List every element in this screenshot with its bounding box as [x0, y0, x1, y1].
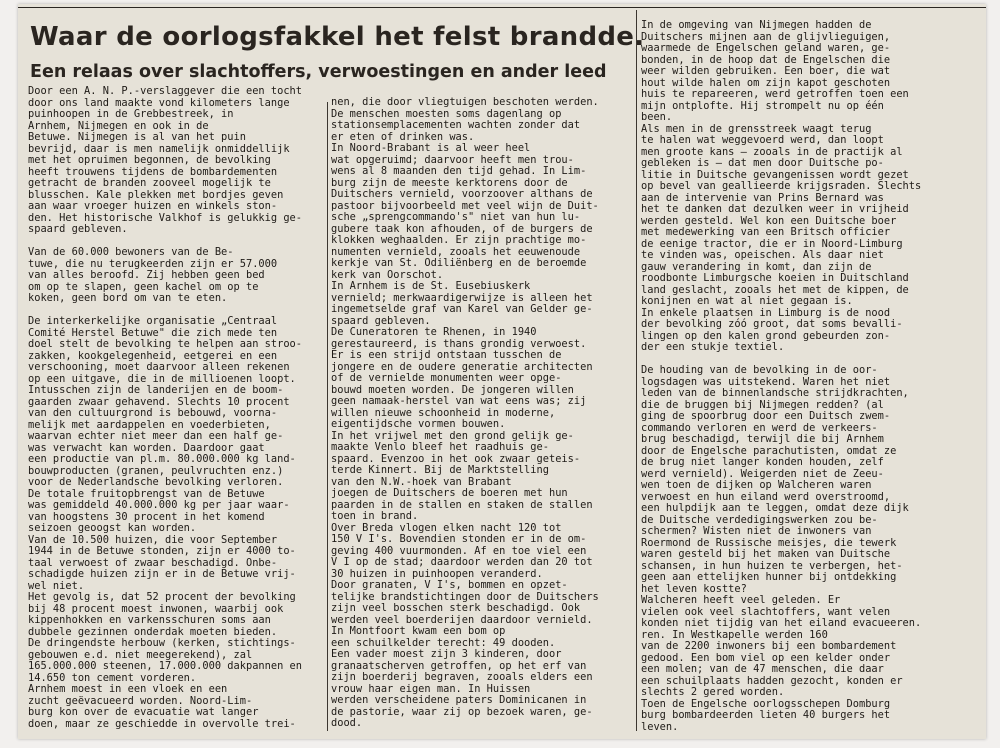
- text-line: 30 huizen in puinhoopen veranderd.: [331, 567, 543, 580]
- text-line: schadigde huizen zijn er in de Betuwe vrij-: [28, 568, 296, 580]
- text-line: der een stukje textiel.: [641, 341, 785, 353]
- text-line: brug beschadigd, terwijl die bij Arnhem: [641, 433, 884, 445]
- text-line: De interkerkelijke organisatie „Centraal: [28, 315, 278, 327]
- text-line: dubbele gezinnen onderdak moeten bieden.: [28, 625, 278, 638]
- text-line: zijn veel bosschen sterk beschadigd. Ook: [331, 602, 581, 614]
- article-column-1: [28, 4, 326, 739]
- text-line: Toen de Engelsche oorlogsschepen Domburg: [641, 697, 891, 710]
- text-line: burg bombardeerden lieten 40 burgers het: [641, 709, 891, 721]
- text-line: vernield; merkwaardigerwijze is alleen het: [331, 291, 593, 304]
- text-line: Duitschers mijnen aan de glijvlieguigen,: [641, 30, 891, 43]
- text-line: De totale fruitopbrengst van de Betuwe: [28, 487, 265, 500]
- text-line: voor de Nederlandsche bevolking verloren.: [28, 476, 284, 488]
- text-line: aan waar vroeger huizen en winkels ston-: [28, 200, 278, 212]
- text-line: willen nieuwe schoonheid in moderne,: [331, 406, 556, 419]
- text-line: Duitschers vernield, voorzoover althans de: [331, 188, 593, 200]
- text-line: op een uitgave, die in de millioenen loopt.: [28, 372, 296, 385]
- text-line: er eten of drinken was.: [331, 130, 475, 143]
- text-line: wel niet.: [28, 579, 85, 592]
- text-line: De dringendste herbouw (kerken, stichtings-: [28, 637, 296, 649]
- text-line: In Montfoort kwam een bom op: [331, 625, 506, 637]
- text-line: zucht geëvacueerd worden. Noord-Lim-: [28, 694, 253, 707]
- text-line: werd vernield). Weigerden niet de Zeeu-: [641, 467, 884, 480]
- text-line: burg zijn de meeste kerktorens door de: [331, 176, 568, 189]
- text-line: huis te repareeren, werd getroffen toen een: [641, 88, 909, 100]
- text-line: burg kon over de evacuatie wat langer: [28, 706, 259, 718]
- text-line: konden niet tijdig van het eiland evacueeren.: [641, 617, 922, 629]
- text-line: De Cuneratoren te Rhenen, in 1940: [331, 326, 537, 338]
- text-line: een productie van pl.m. 80.000.000 kg land-: [28, 453, 296, 465]
- text-line: sche „sprengcommando's" niet van hun lu-: [331, 211, 581, 223]
- text-line: met het opruimen begonnen, de bevolking: [28, 154, 271, 166]
- text-line: door ons land maakte vond kilometers lange: [28, 96, 290, 109]
- text-line: om op te slapen, geen kachel om op te: [28, 280, 259, 293]
- text-line: 165.000.000 steenen, 17.000.000 dakpannen en: [28, 660, 303, 672]
- text-line: bonden, in de hoop dat de Engelschen die: [641, 53, 891, 66]
- text-line: werden verscheidene paters Dominicanen in: [331, 694, 587, 706]
- text-line: Comité Herstel Betuwe" die zich mede ten: [28, 326, 278, 339]
- text-line: 1944 in de Betuwe stonden, zijn er 4000 to-: [28, 545, 296, 557]
- text-line: logsdagen was uitstekend. Waren het niet: [641, 375, 891, 388]
- text-line: Intusschen zijn de landerijen en de boom-: [28, 384, 284, 396]
- text-line: joegen de Duitschers de boeren met hun: [331, 487, 568, 499]
- text-line: klokken weghaalden. Er zijn prachtige mo-: [331, 234, 587, 246]
- text-line: 150 V I's. Bovendien stonden er in de om-: [331, 533, 587, 545]
- text-line: het leven kostte?: [641, 582, 747, 595]
- text-line: kerkje van St. Odiliënberg en de beroemde: [331, 257, 587, 269]
- text-line: schermen? Wisten niet de inwoners van: [641, 525, 872, 537]
- text-line: jongere en de oudere generatie architecten: [331, 360, 593, 373]
- text-line: leden van de binnenlandsche strijdkrachten,: [641, 387, 909, 399]
- headline: Waar de oorlogsfakkel het felst brandde.: [30, 22, 645, 52]
- text-line: men groote kans — zooals in de practijk al: [641, 145, 903, 158]
- text-line: leven.: [641, 720, 679, 733]
- text-line: gauw verandering in komt, dan zijn de: [641, 260, 872, 273]
- text-line: was gemiddeld 40.000.000 kg per jaar waar-: [28, 499, 290, 511]
- text-line: of de vernielde monumenten weer opge-: [331, 372, 562, 384]
- subheadline: Een relaas over slachtoffers, verwoestingen en ander leed: [30, 62, 607, 82]
- text-line: vrouw haar eigen man. In Huissen: [331, 682, 531, 695]
- text-line: 14.650 ton cement vorderen.: [28, 671, 197, 684]
- text-line: der bevolking zóó groot, dat soms bevalli-: [641, 318, 903, 330]
- text-line: Een vader moest zijn 3 kinderen, door: [331, 648, 562, 660]
- text-line: litie in Duitsche gevangenissen wordt gezet: [641, 168, 909, 181]
- text-line: hout wilde halen om zijn kapot geschoten: [641, 76, 891, 89]
- text-line: bouwd moeten worden. De jongeren willen: [331, 383, 574, 396]
- text-line: van den N.W.-hoek van Brabant: [331, 475, 512, 488]
- text-line: wens al 8 maanden den tijd gehad. In Lim-: [331, 165, 587, 177]
- text-line: eigentijdsche vormen bouwen.: [331, 418, 506, 430]
- text-line: Als men in de grensstreek waagt terug: [641, 122, 872, 135]
- text-line: geen namaak-herstel van wat eens was; zij: [331, 395, 587, 407]
- newspaper-clipping: [18, 4, 986, 739]
- text-line: een molen; van de 47 menschen, die daar: [641, 663, 884, 675]
- text-line: paarden in de stallen en staken de stallen: [331, 498, 593, 511]
- text-line: aan de intervenie van Prins Bernard was: [641, 191, 884, 204]
- text-line: gubere taak kon afhouden, of de burgers de: [331, 222, 593, 235]
- text-line: spaard gebleven.: [331, 314, 431, 327]
- text-line: Betuwe. Nijmegen is al van het puin: [28, 131, 246, 143]
- text-line: tuwe, die nu terugkeerden zijn er 57.000: [28, 257, 278, 270]
- text-line: gerestaureerd, is thans grondig verwoest.: [331, 337, 587, 350]
- text-line: bij 48 procent moest inwonen, waarbij ook: [28, 602, 284, 615]
- text-line: roodbonte Limburgsche koeien in Duitschland: [641, 272, 909, 284]
- text-line: konijnen en wat al niet gegaan is.: [641, 295, 853, 307]
- text-line: geving 400 vuurmonden. Af en toe viel een: [331, 544, 587, 557]
- text-line: taal verwoest of zwaar beschadigd. Onbe-: [28, 556, 278, 569]
- text-line: melijk met aardappelen en voederbieten,: [28, 418, 271, 431]
- text-line: Arnhem, Nijmegen en ook in de: [28, 119, 209, 132]
- text-line: gebouwen e.d. niet meegerekend), zal: [28, 648, 253, 661]
- text-line: Van de 10.500 huizen, die voor September: [28, 533, 278, 546]
- text-line: een schuilplaats hadden gezocht, konden er: [641, 674, 903, 687]
- text-line: gebleken is — dat men door Duitsche po-: [641, 157, 884, 169]
- text-line: terde Kinnert. Bij de Marktstelling: [331, 464, 549, 476]
- text-line: ging de spoorbrug door een Duitsch zwem-: [641, 410, 891, 422]
- text-line: weer wilden gebruiken. Een boer, die wat: [641, 65, 891, 77]
- text-line: ren. In Westkapelle werden 160: [641, 628, 828, 641]
- text-line: werden veel boerderijen daardoor vernield.: [331, 613, 593, 626]
- text-line: kippenhokken en varkensschuren soms aan: [28, 614, 271, 626]
- text-line: doel stelt de bevolking te helpen aan stroo-: [28, 338, 303, 350]
- article-column-2: [331, 4, 634, 739]
- text-line: gedood. Een bom viel op een kelder onder: [641, 651, 891, 664]
- text-line: geen aan ettelijken hunner bij ontdekking: [641, 571, 897, 583]
- text-line: Er is een strijd ontstaan tusschen de: [331, 349, 562, 361]
- text-line: de pastorie, waar zij op bezoek waren, ge-: [331, 705, 593, 718]
- text-line: den. Het historische Valkhof is gelukkig ge-: [28, 211, 303, 224]
- text-line: In Arnhem is de St. Eusebiuskerk: [331, 280, 531, 292]
- text-line: Het gevolg is, dat 52 procent der bevolking: [28, 591, 296, 603]
- text-line: gaarden zwaar gehavend. Slechts 10 procent: [28, 395, 290, 408]
- text-line: Van de 60.000 bewoners van de Be-: [28, 246, 234, 258]
- text-line: Roermond de Russische meisjes, die tewerk: [641, 536, 897, 549]
- text-line: numenten vernield, zooals het eeuwenoude: [331, 245, 581, 258]
- text-line: De menschen moesten soms dagenlang op: [331, 107, 562, 120]
- text-line: door de Engelsche parachutisten, omdat ze: [641, 444, 897, 457]
- text-line: bevrijd, daar is men namelijk onmiddellijk: [28, 142, 290, 155]
- text-line: wat opgeruimd; daarvoor heeft men trou-: [331, 153, 574, 166]
- text-line: In de omgeving van Nijmegen hadden de: [641, 19, 872, 31]
- text-line: slechts 2 gered worden.: [641, 686, 785, 698]
- text-line: de Duitsche verdedigingswerken zou be-: [641, 513, 878, 526]
- text-line: van hoogstens 30 procent in het komend: [28, 510, 265, 523]
- text-line: verwoest en hun eiland werd overstroomd,: [641, 490, 891, 503]
- text-line: In enkele plaatsen in Limburg is de nood: [641, 306, 891, 319]
- text-line: met medewerking van een Britsch officier: [641, 226, 891, 238]
- text-line: werden gesteld. Wel kon een Duitsche boer: [641, 214, 897, 227]
- text-line: van alles beroofd. Zij hebben geen bed: [28, 269, 265, 281]
- text-line: doen, maar ze geschiedde in overvolle trei-: [28, 717, 296, 730]
- text-line: van de 2200 inwoners bij een bombardement: [641, 640, 897, 652]
- text-line: te halen wat weggevoerd werd, dan loopt: [641, 134, 884, 146]
- text-line: de brug niet langer konden houden, zelf: [641, 456, 884, 468]
- text-line: te vinden was, opeischen. Als daar niet: [641, 249, 884, 261]
- text-line: Walcheren heeft veel geleden. Er: [641, 594, 841, 606]
- text-line: wen toen de dijken op Walcheren waren: [641, 479, 872, 491]
- text-line: ingemetselde graf van Karel van Gelder ge-: [331, 303, 593, 315]
- text-line: was verwacht kan worden. Daardoor gaat: [28, 441, 265, 454]
- text-line: Arnhem moest in een vloek en een: [28, 683, 228, 695]
- text-line: schansen, in hun huizen te verbergen, het-: [641, 559, 903, 572]
- text-line: V I op de stad; daardoor werden dan 20 tot: [331, 556, 593, 568]
- text-line: koken, geen bord om van te eten.: [28, 292, 228, 304]
- text-line: De houding van de bevolking in de oor-: [641, 364, 878, 376]
- text-line: seizoen geoogst kan worden.: [28, 522, 197, 534]
- text-line: kerk van Oorschot.: [331, 268, 444, 281]
- text-line: In Noord-Brabant is al weer heel: [331, 142, 531, 154]
- text-line: telijke brandstichtingen door de Duitschers: [331, 590, 599, 603]
- text-line: een hulpdijk aan te leggen, omdat deze dijk: [641, 502, 909, 514]
- text-line: toen in brand.: [331, 510, 419, 522]
- text-line: maakte Venlo bleef het raadhuis ge-: [331, 441, 549, 453]
- article-column-3: [641, 4, 984, 739]
- text-line: spaard gebleven.: [28, 223, 128, 235]
- text-line: waarvan echter niet meer dan een half ge-: [28, 430, 284, 442]
- text-line: de eenige tractor, die er in Noord-Limburg: [641, 237, 903, 250]
- column-rule: [636, 10, 637, 731]
- text-line: die de bruggen bij Nijmegen redden? (al: [641, 398, 884, 411]
- text-line: land geslacht, zooals het met de kippen, de: [641, 283, 909, 296]
- text-line: granaatscherven getroffen, op het erf van: [331, 659, 587, 672]
- text-line: stationsemplacementen wachten zonder dat: [331, 119, 581, 131]
- text-line: waarmede de Engelschen geland waren, ge-: [641, 42, 891, 54]
- text-line: dood.: [331, 717, 363, 729]
- text-line: mijn ontplofte. Hij strompelt nu op één: [641, 99, 884, 112]
- text-line: In het vrijwel met den grond gelijk ge-: [331, 429, 574, 442]
- text-line: been.: [641, 111, 673, 123]
- text-line: heeft trouwens tijdens de bombardementen: [28, 165, 278, 178]
- text-line: lingen op den kalen grond gebeurden zon-: [641, 329, 891, 342]
- text-line: op bevel van geallieerde krijgsraden. Slechts: [641, 180, 922, 192]
- text-line: Over Breda vlogen elken nacht 120 tot: [331, 521, 562, 534]
- text-line: Door een A. N. P.-verslaggever die een tocht: [28, 85, 303, 97]
- text-line: nen, die door vliegtuigen beschoten werden.: [331, 96, 599, 108]
- text-line: waren gesteld bij het maken van Duitsche: [641, 548, 891, 560]
- text-line: blusschen. Kale plekken met bordjes geven: [28, 188, 284, 201]
- text-line: een schuilkelder terecht: 49 dooden.: [331, 636, 556, 649]
- text-line: puinhoopen in de Grebbestreek, in: [28, 108, 234, 120]
- text-line: spaard. Evenzoo in het ook zwaar geteis-: [331, 452, 581, 465]
- text-line: verschooning, moet daarvoor alleen rekenen: [28, 361, 290, 373]
- column-rule: [327, 102, 328, 731]
- text-line: Door granaten, V I's, bommen en opzet-: [331, 579, 568, 591]
- text-line: van den cultuurgrond is bebouwd, voorna-: [28, 407, 278, 419]
- text-line: vielen ook veel slachtoffers, want velen: [641, 605, 891, 618]
- text-line: het te danken dat dezulken weer in vrijheid: [641, 203, 909, 215]
- text-line: bouwproducten (granen, peulvruchten enz.): [28, 464, 284, 477]
- text-line: zijn boerderij begraven, zooals elders een: [331, 671, 593, 683]
- text-line: pastoor bijvoorbeeld met veel wijn de Duit-: [331, 199, 599, 212]
- text-line: zakken, kookgelegenheid, eetgerei en een: [28, 349, 278, 362]
- text-line: getracht de branden zooveel mogelijk te: [28, 177, 271, 189]
- text-line: commando verloren en werd de verkeers-: [641, 421, 878, 434]
